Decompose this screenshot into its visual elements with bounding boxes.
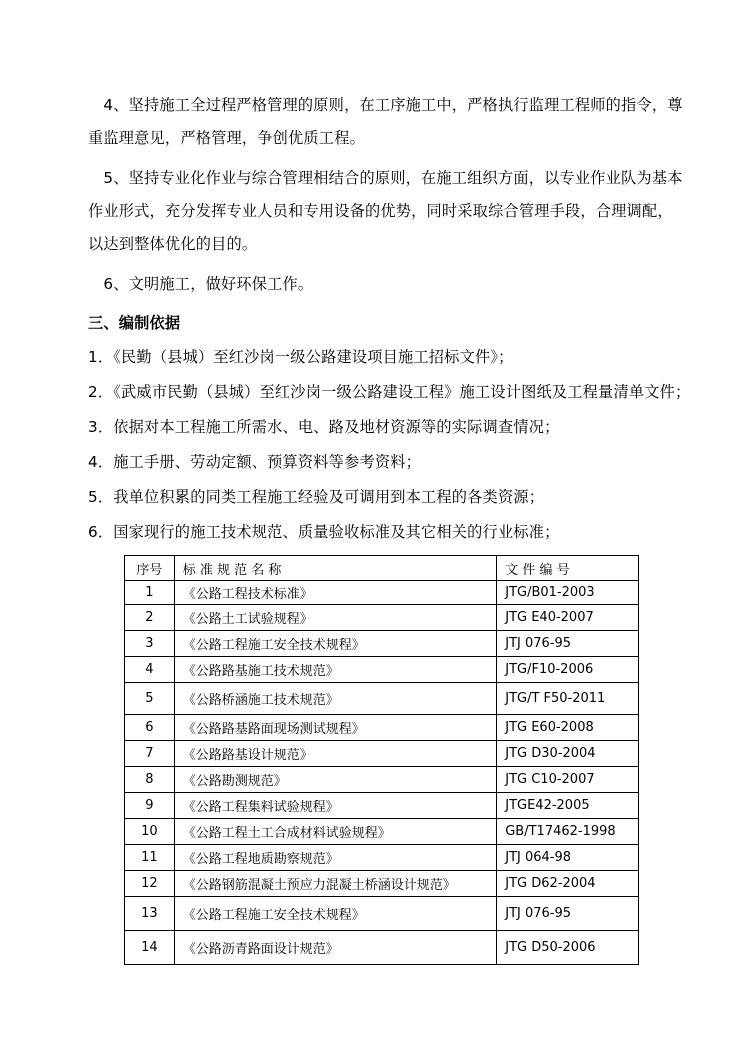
basis-item: 5．我单位积累的同类工程施工经验及可调用到本工程的各类资源； <box>88 488 545 506</box>
cell-code: GB/T17462-1998 <box>497 819 639 845</box>
basis-item: 4．施工手册、劳动定额、预算资料等参考资料； <box>88 453 422 471</box>
table-row <box>125 741 639 767</box>
cell-index: 4 <box>125 657 175 683</box>
section-heading: 三、编制依据 <box>88 314 181 332</box>
header-name: 标 准 规 范 名 称 <box>174 556 497 581</box>
cell-code: JTG/F10-2006 <box>497 657 639 683</box>
cell-name: 《公路路基路面现场测试规程》 <box>174 715 497 741</box>
cell-index: 1 <box>125 581 175 605</box>
cell-index: 2 <box>125 605 175 631</box>
paragraph-6 <box>88 268 698 301</box>
paragraph-4 <box>88 89 698 155</box>
table-row <box>125 793 639 819</box>
cell-code: JTG/T F50-2011 <box>497 683 639 715</box>
cell-name: 《公路路基设计规范》 <box>174 741 497 767</box>
table-row <box>125 631 639 657</box>
cell-index: 14 <box>125 931 175 965</box>
basis-item: 1．《民勤（县城）至红沙岗一级公路建设项目施工招标文件》； <box>88 348 514 366</box>
basis-item: 2．《武威市民勤（县城）至红沙岗一级公路建设工程》施工设计图纸及工程量清单文件； <box>88 383 691 401</box>
cell-index: 10 <box>125 819 175 845</box>
cell-index: 12 <box>125 871 175 897</box>
paragraph-line: 重监理意见，严格管理，争创优质工程。 <box>88 129 365 147</box>
table-row <box>125 683 639 715</box>
standards-table <box>124 555 639 965</box>
table-row <box>125 767 639 793</box>
table-row <box>125 845 639 871</box>
cell-code: JTG E60-2008 <box>497 715 639 741</box>
cell-index: 6 <box>125 715 175 741</box>
paragraph-line: 以达到整体优化的目的。 <box>88 235 258 253</box>
paragraph-line: 5、坚持专业化作业与综合管理相结合的原则，在施工组织方面，以专业作业队为基本 <box>88 169 683 187</box>
cell-index: 11 <box>125 845 175 871</box>
cell-code: JTG E40-2007 <box>497 605 639 631</box>
table-header-row <box>125 556 639 581</box>
table-row <box>125 657 639 683</box>
cell-index: 5 <box>125 683 175 715</box>
basis-item: 6．国家现行的施工技术规范、质量验收标准及其它相关的行业标准； <box>88 523 560 541</box>
cell-name: 《公路桥涵施工技术规范》 <box>174 683 497 715</box>
cell-index: 9 <box>125 793 175 819</box>
cell-name: 《公路土工试验规程》 <box>174 605 497 631</box>
cell-name: 《公路路基施工技术规范》 <box>174 657 497 683</box>
cell-name: 《公路钢筋混凝土预应力混凝土桥涵设计规范》 <box>174 871 497 897</box>
basis-list <box>88 340 698 550</box>
table-row <box>125 819 639 845</box>
cell-name: 《公路沥青路面设计规范》 <box>174 931 497 965</box>
cell-index: 7 <box>125 741 175 767</box>
cell-code: JTG D62-2004 <box>497 871 639 897</box>
table-row <box>125 581 639 605</box>
table-body <box>125 581 639 965</box>
header-code: 文 件 编 号 <box>497 556 639 581</box>
basis-item: 3．依据对本工程施工所需水、电、路及地材资源等的实际调查情况； <box>88 418 560 436</box>
header-index: 序号 <box>125 556 175 581</box>
table-row <box>125 897 639 931</box>
paragraph-line: 作业形式，充分发挥专业人员和专用设备的优势，同时采取综合管理手段，合理调配， <box>88 202 673 220</box>
table-row <box>125 715 639 741</box>
cell-code: JTJ 076-95 <box>497 897 639 931</box>
cell-name: 《公路工程施工安全技术规程》 <box>174 897 497 931</box>
cell-index: 3 <box>125 631 175 657</box>
cell-code: JTG/B01-2003 <box>497 581 639 605</box>
cell-index: 8 <box>125 767 175 793</box>
cell-name: 《公路工程技术标准》 <box>174 581 497 605</box>
paragraph-line: 4、坚持施工全过程严格管理的原则，在工序施工中，严格执行监理工程师的指令，尊 <box>88 96 683 114</box>
table-row <box>125 871 639 897</box>
cell-code: JTG C10-2007 <box>497 767 639 793</box>
cell-code: JTJ 076-95 <box>497 631 639 657</box>
cell-code: JTJ 064-98 <box>497 845 639 871</box>
cell-index: 13 <box>125 897 175 931</box>
cell-name: 《公路工程施工安全技术规程》 <box>174 631 497 657</box>
cell-name: 《公路工程集料试验规程》 <box>174 793 497 819</box>
paragraph-line: 6、文明施工，做好环保工作。 <box>88 275 314 293</box>
table-row <box>125 605 639 631</box>
cell-name: 《公路工程土工合成材料试验规程》 <box>174 819 497 845</box>
table-row <box>125 931 639 965</box>
cell-code: JTG D30-2004 <box>497 741 639 767</box>
cell-code: JTG D50-2006 <box>497 931 639 965</box>
cell-name: 《公路工程地质勘察规范》 <box>174 845 497 871</box>
cell-name: 《公路勘测规范》 <box>174 767 497 793</box>
paragraph-5 <box>88 162 698 261</box>
cell-code: JTGE42-2005 <box>497 793 639 819</box>
